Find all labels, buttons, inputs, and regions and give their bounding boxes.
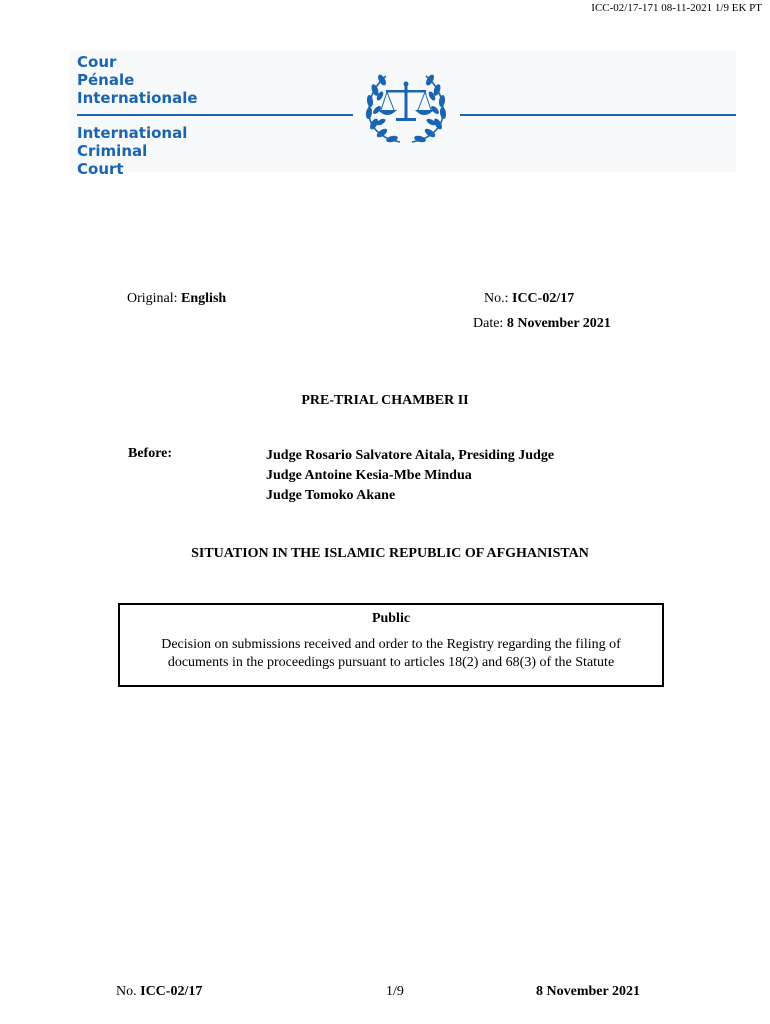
footer-number-value: ICC-02/17 <box>140 984 203 999</box>
document-number <box>484 291 574 307</box>
document-date <box>473 316 611 332</box>
header-rule-right <box>460 114 736 116</box>
judge-name: Judge Antoine Kesia-Mbe Mindua <box>266 468 472 483</box>
logo-line: Criminal <box>77 142 148 160</box>
logo-line: International <box>77 124 188 142</box>
logo-line: Pénale <box>77 71 135 89</box>
classification-label: Public <box>371 611 411 626</box>
header-rule-left <box>77 114 353 116</box>
logo-line: Internationale <box>77 89 198 107</box>
footer-number-label: No. <box>116 984 141 999</box>
footer-document-number <box>116 984 202 1000</box>
original-value: English <box>181 291 227 306</box>
situation-title: SITUATION IN THE ISLAMIC REPUBLIC OF AFGHANISTAN <box>191 546 589 561</box>
judges-list <box>266 446 554 506</box>
original-label: Original: <box>127 291 182 306</box>
footer-date: 8 November 2021 <box>536 984 640 999</box>
document-stamp: ICC-02/17-171 08-11-2021 1/9 EK PT <box>591 2 762 14</box>
document-title-line: Decision on submissions received and order to the Registry regarding the filing of <box>161 637 621 652</box>
judge-name: Judge Tomoko Akane <box>266 488 396 503</box>
chamber-title: PRE-TRIAL CHAMBER II <box>301 393 469 408</box>
court-name-english <box>77 124 187 178</box>
page-number: 1/9 <box>386 984 404 999</box>
scales-of-justice-laurel-icon <box>356 68 456 146</box>
date-label: Date: <box>473 316 507 331</box>
date-value: 8 November 2021 <box>506 316 611 331</box>
court-name-french <box>77 53 198 107</box>
before-label: Before: <box>128 446 173 461</box>
logo-line: Court <box>77 160 124 178</box>
number-label: No.: <box>484 291 512 306</box>
document-title-line: documents in the proceedings pursuant to articles 18(2) and 68(3) of the Statute <box>167 655 615 670</box>
original-language <box>127 291 226 307</box>
number-value: ICC-02/17 <box>512 291 575 306</box>
document-title <box>120 636 662 672</box>
document-title-box <box>118 603 664 687</box>
judge-name: Judge Rosario Salvatore Aitala, Presiding Judge <box>266 448 555 463</box>
logo-line: Cour <box>77 53 117 71</box>
